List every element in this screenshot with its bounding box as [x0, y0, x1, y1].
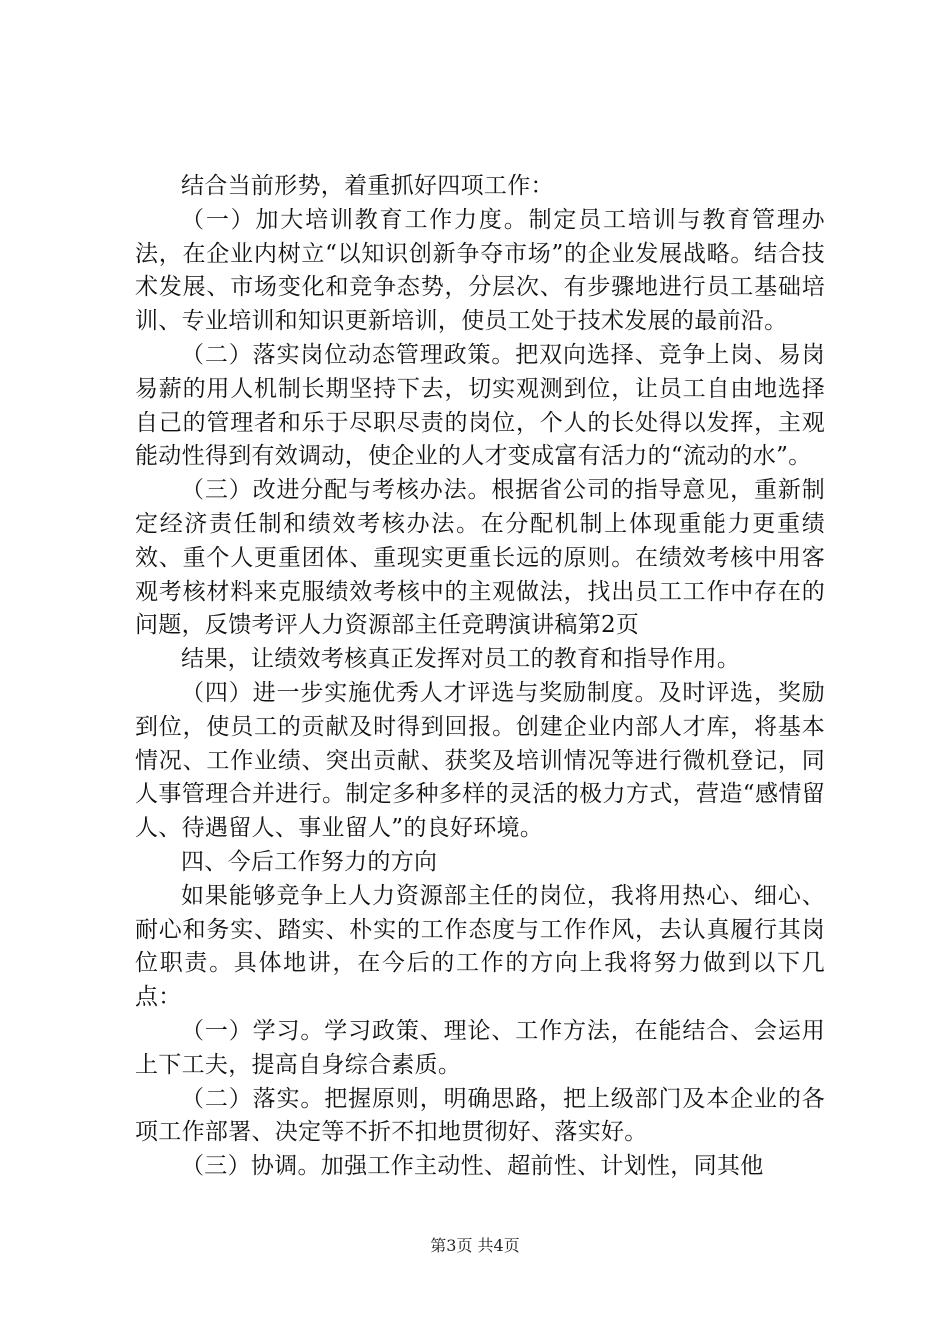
paragraph-assessment-result: 结果，让绩效考核真正发挥对员工的教育和指导作用。	[181, 646, 741, 673]
document-body	[135, 170, 825, 1184]
paragraph-talent-award: （四）进一步实施优秀人才评选与奖励制度。及时评选，奖励到位，使员工的贡献及时得到回报。创建企业内部人才库，将基本情况、工作业绩、突出贡献、获奖及培训情况等进行微机登记，同人事管理合并进行。制定多种多样的灵活的极力方式，营造“感情留人、待遇留人、事业留人”的良好环境。	[135, 679, 825, 842]
page-footer	[0, 1236, 950, 1256]
paragraph-training: （一）加大培训教育工作力度。制定员工培训与教育管理办法，在企业内树立“以知识创新争夺市场”的企业发展战略。结合技术发展、市场变化和竞争态势，分层次、有步骤地进行员工基础培训、专业培训和知识更新培训，使员工处于技术发展的最前沿。	[135, 206, 825, 335]
paragraph-assessment: （三）改进分配与考核办法。根据省公司的指导意见，重新制定经济责任制和绩效考核办法。在分配机制上体现重能力更重绩效、重个人更重团体、重现实更重长远的原则。在绩效考核中用客观考核材料来克服绩效考核中的主观做法，找出员工工作中存在的问题，反馈考评人力资源部主任竞聘演讲稿第2页	[135, 477, 825, 639]
page-number-label: 第3页 共4页	[430, 1236, 520, 1255]
paragraph-coordinate: （三）协调。加强工作主动性、超前性、计划性，同其他	[181, 1153, 764, 1180]
paragraph-intro: 结合当前形势，着重抓好四项工作：	[181, 173, 554, 199]
paragraph-post-management: （二）落实岗位动态管理政策。把双向选择、竞争上岗、易岗易薪的用人机制长期坚持下去，切实观测到位，让员工自由地选择自己的管理者和乐于尽职尽责的岗位，个人的长处得以发挥，主观能动性得到有效调动，使企业的人才变成富有活力的“流动的水”。	[135, 341, 825, 470]
paragraph-implement: （二）落实。把握原则，明确思路，把上级部门及本企业的各项工作部署、决定等不折不扣地贯彻好、落实好。	[135, 1085, 825, 1146]
section-heading-future-direction: 四、今后工作努力的方向	[181, 848, 438, 875]
paragraph-commitment: 如果能够竞争上人力资源部主任的岗位，我将用热心、细心、耐心和务实、踏实、朴实的工作态度与工作作风，去认真履行其岗位职责。具体地讲，在今后的工作的方向上我将努力做到以下几点：	[135, 882, 825, 1011]
paragraph-study: （一）学习。学习政策、理论、工作方法，在能结合、会运用上下工夫，提高自身综合素质。	[135, 1017, 825, 1078]
